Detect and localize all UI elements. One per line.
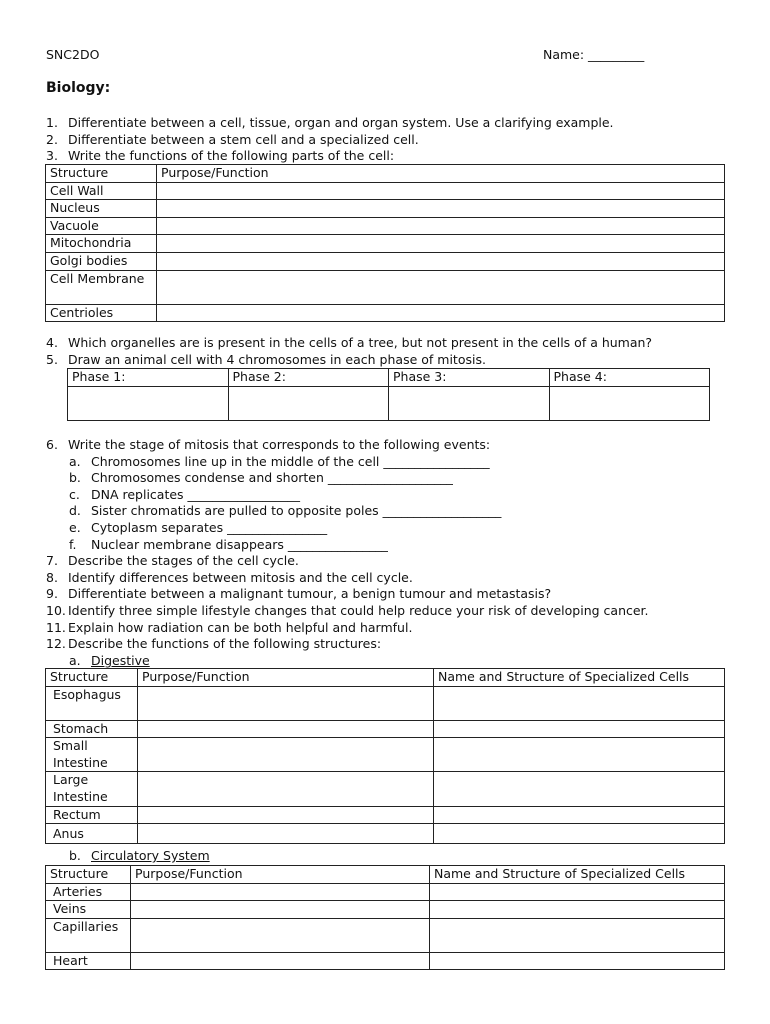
question-number: 12.: [46, 636, 66, 652]
answer-cell[interactable]: [157, 235, 725, 253]
section-title: Circulatory System: [91, 848, 210, 863]
sub-item: [46, 537, 736, 554]
page-title: Biology:: [46, 80, 111, 96]
drawing-cell[interactable]: [389, 386, 550, 420]
answer-cell[interactable]: [138, 824, 434, 844]
answer-cell[interactable]: [131, 918, 430, 952]
answer-cell[interactable]: [157, 200, 725, 218]
sub-item-letter: c.: [69, 486, 80, 502]
table-row: [46, 217, 725, 235]
table-row: [46, 901, 725, 919]
answer-cell[interactable]: [157, 217, 725, 235]
answer-cell[interactable]: [138, 686, 434, 720]
question-number: 11.: [46, 619, 66, 635]
question-text: Draw an animal cell with 4 chromosomes in each phase of mitosis.: [68, 351, 486, 367]
structure-cell: Rectum: [46, 806, 138, 824]
question-item: [46, 148, 736, 165]
question-item: [46, 335, 736, 352]
table-row: [46, 270, 725, 304]
drawing-cell[interactable]: [549, 386, 710, 420]
digestive-table: [45, 668, 725, 844]
question-item: [46, 352, 736, 369]
question-text: Write the functions of the following parts of the cell:: [68, 148, 395, 164]
header-cell: Structure: [46, 866, 131, 884]
question-item: [46, 115, 736, 132]
table-row: [46, 738, 725, 772]
header-cell: Purpose/Function: [138, 669, 434, 687]
answer-cell[interactable]: [131, 952, 430, 970]
sub-item: [46, 520, 736, 537]
answer-cell[interactable]: [138, 720, 434, 738]
sub-item-letter: b.: [69, 848, 81, 863]
structure-cell: Anus: [46, 824, 138, 844]
answer-cell[interactable]: [138, 738, 434, 772]
answer-cell[interactable]: [430, 901, 725, 919]
name-field-label: Name: _________: [543, 47, 645, 62]
structure-cell: Mitochondria: [46, 235, 157, 253]
header-cell: Purpose/Function: [157, 165, 725, 183]
question-number: 10.: [46, 602, 66, 618]
question-list-b: [46, 335, 736, 368]
header-cell: Phase 2:: [228, 369, 389, 387]
mitosis-phase-table: [67, 368, 710, 421]
table-row: [46, 235, 725, 253]
sub-item-text: Nuclear membrane disappears ________________: [91, 536, 388, 552]
answer-cell[interactable]: [430, 952, 725, 970]
answer-cell[interactable]: [131, 901, 430, 919]
answer-cell[interactable]: [157, 252, 725, 270]
question-text: Which organelles are is present in the cells of a tree, but not present in the cells of a human?: [68, 335, 653, 350]
section-label-circulatory: [46, 848, 736, 865]
structure-cell: Capillaries: [46, 918, 131, 952]
section-label-digestive: [46, 653, 736, 670]
sub-item-letter: e.: [69, 519, 81, 535]
header-cell: Purpose/Function: [131, 866, 430, 884]
question-number: 1.: [46, 115, 58, 130]
question-item: [46, 570, 736, 587]
header-cell: Phase 1:: [68, 369, 229, 387]
answer-cell[interactable]: [131, 883, 430, 901]
table-header-row: [46, 669, 725, 687]
table-row: [46, 918, 725, 952]
structure-cell: Heart: [46, 952, 131, 970]
question-item: [46, 620, 736, 637]
question-number: 6.: [46, 437, 58, 452]
answer-cell[interactable]: [157, 182, 725, 200]
question-list-a: [46, 115, 736, 165]
sub-item-text: Cytoplasm separates ________________: [91, 519, 328, 535]
header-cell: Structure: [46, 669, 138, 687]
sub-item-letter: d.: [69, 503, 81, 519]
drawing-cell[interactable]: [228, 386, 389, 420]
question-text: Differentiate between a stem cell and a specialized cell.: [68, 131, 419, 147]
header-cell: Phase 4:: [549, 369, 710, 387]
table-row: [46, 883, 725, 901]
structure-cell: Vacuole: [46, 217, 157, 235]
answer-cell[interactable]: [434, 824, 725, 844]
table-row: [68, 386, 710, 420]
header-cell: Name and Structure of Specialized Cells: [434, 669, 725, 687]
question-number: 3.: [46, 148, 58, 164]
table-header-row: [46, 866, 725, 884]
table-row: [46, 200, 725, 218]
answer-cell[interactable]: [434, 772, 725, 806]
question-text: Differentiate between a malignant tumour, a benign tumour and metastasis?: [68, 586, 552, 602]
question-number: 2.: [46, 131, 58, 147]
sub-item-text: DNA replicates __________________: [91, 486, 301, 502]
cell-structure-table: [45, 164, 725, 322]
answer-cell[interactable]: [434, 686, 725, 720]
question-text: Differentiate between a cell, tissue, organ and organ system. Use a clarifying example.: [68, 115, 614, 130]
question-item: [46, 603, 736, 620]
structure-cell: Arteries: [46, 883, 131, 901]
sub-item: [46, 503, 736, 520]
answer-cell[interactable]: [434, 738, 725, 772]
question-item: [46, 586, 736, 603]
question-number: 5.: [46, 351, 58, 367]
structure-cell: Cell Membrane: [46, 270, 157, 304]
sub-item-letter: b.: [69, 470, 81, 486]
table-row: [46, 686, 725, 720]
table-row: [46, 952, 725, 970]
table-row: [46, 824, 725, 844]
drawing-cell[interactable]: [68, 386, 229, 420]
question-number: 9.: [46, 586, 58, 602]
question-number: 7.: [46, 553, 58, 569]
header-cell: Phase 3:: [389, 369, 550, 387]
structure-cell: Golgi bodies: [46, 252, 157, 270]
sub-item-letter: a.: [69, 652, 81, 668]
sub-item: [46, 454, 736, 471]
table-row: [46, 720, 725, 738]
sub-item: [46, 487, 736, 504]
header-cell: Name and Structure of Specialized Cells: [430, 866, 725, 884]
sub-item-letter: a.: [69, 453, 81, 469]
structure-cell: Veins: [46, 901, 131, 919]
structure-cell: Stomach: [46, 720, 138, 738]
circulatory-table: [45, 865, 725, 970]
sub-item: [46, 470, 736, 487]
structure-cell: Cell Wall: [46, 182, 157, 200]
structure-cell: Centrioles: [46, 304, 157, 322]
question-item: [46, 636, 736, 653]
sub-item-text: Chromosomes condense and shorten ____________________: [91, 470, 453, 486]
structure-cell: Large Intestine: [46, 772, 138, 806]
sub-item-text: Chromosomes line up in the middle of the cell _________________: [91, 453, 490, 469]
answer-cell[interactable]: [434, 806, 725, 824]
question-text: Describe the stages of the cell cycle.: [68, 553, 299, 569]
table-header-row: [46, 165, 725, 183]
structure-cell: Nucleus: [46, 200, 157, 218]
answer-cell[interactable]: [157, 304, 725, 322]
answer-cell[interactable]: [157, 270, 725, 304]
table-row: [46, 304, 725, 322]
question-item: [46, 553, 736, 570]
question-text: Write the stage of mitosis that corresponds to the following events:: [68, 437, 491, 452]
answer-cell[interactable]: [138, 806, 434, 824]
course-code: SNC2DO: [46, 47, 100, 62]
question-list-c: [46, 437, 736, 669]
structure-cell: Esophagus: [46, 686, 138, 720]
question-text: Identify three simple lifestyle changes that could help reduce your risk of developing cancer.: [68, 602, 649, 618]
question-number: 8.: [46, 569, 58, 585]
sub-item-letter: f.: [69, 536, 77, 552]
table-row: [46, 772, 725, 806]
question-number: 4.: [46, 335, 58, 350]
question-text: Identify differences between mitosis and the cell cycle.: [68, 569, 413, 585]
table-row: [46, 252, 725, 270]
structure-cell: Small Intestine: [46, 738, 138, 772]
sub-item-text: Sister chromatids are pulled to opposite poles ___________________: [91, 503, 502, 519]
answer-cell[interactable]: [434, 720, 725, 738]
answer-cell[interactable]: [138, 772, 434, 806]
header-cell: Structure: [46, 165, 157, 183]
table-row: [46, 806, 725, 824]
answer-cell[interactable]: [430, 883, 725, 901]
section-title: Digestive: [91, 652, 150, 668]
question-text: Explain how radiation can be both helpful and harmful.: [68, 619, 413, 635]
table-header-row: [68, 369, 710, 387]
question-item: [46, 132, 736, 149]
question-text: Describe the functions of the following structures:: [68, 636, 382, 652]
table-row: [46, 182, 725, 200]
question-item: [46, 437, 736, 454]
answer-cell[interactable]: [430, 918, 725, 952]
